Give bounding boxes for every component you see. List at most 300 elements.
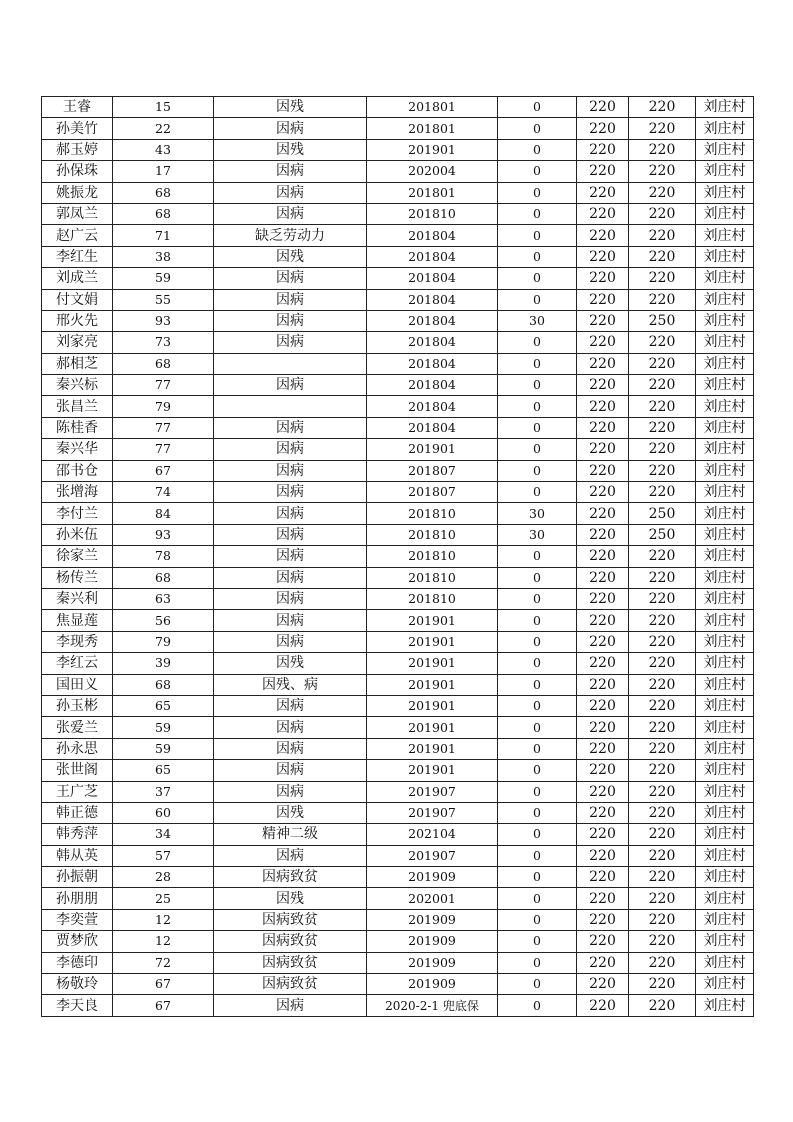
base-amount-cell: 220 xyxy=(577,460,629,481)
reason-cell: 因病 xyxy=(214,695,367,716)
name-cell: 李德印 xyxy=(42,952,113,973)
name-cell: 焦显莲 xyxy=(42,610,113,631)
name-cell: 张昌兰 xyxy=(42,396,113,417)
village-cell: 刘庄村 xyxy=(696,353,754,374)
village-cell: 刘庄村 xyxy=(696,824,754,845)
village-cell: 刘庄村 xyxy=(696,760,754,781)
base-amount-cell: 220 xyxy=(577,182,629,203)
date-cell: 201810 xyxy=(367,524,498,545)
table-row xyxy=(42,97,754,118)
table-row xyxy=(42,995,754,1016)
table-row xyxy=(42,524,754,545)
table-row xyxy=(42,781,754,802)
village-cell: 刘庄村 xyxy=(696,546,754,567)
name-cell: 刘成兰 xyxy=(42,268,113,289)
date-cell: 201901 xyxy=(367,610,498,631)
base-amount-cell: 220 xyxy=(577,888,629,909)
reason-cell: 因病 xyxy=(214,439,367,460)
table-row xyxy=(42,203,754,224)
date-cell: 201801 xyxy=(367,118,498,139)
base-amount-cell: 220 xyxy=(577,482,629,503)
name-cell: 李现秀 xyxy=(42,631,113,652)
age-cell: 12 xyxy=(113,931,214,952)
name-cell: 赵广云 xyxy=(42,225,113,246)
table-row xyxy=(42,952,754,973)
village-cell: 刘庄村 xyxy=(696,717,754,738)
total-amount-cell: 220 xyxy=(629,674,696,695)
extra-amount-cell: 0 xyxy=(498,952,577,973)
extra-amount-cell: 0 xyxy=(498,588,577,609)
name-cell: 郝相芝 xyxy=(42,353,113,374)
reason-cell: 因残 xyxy=(214,888,367,909)
date-cell: 201801 xyxy=(367,182,498,203)
total-amount-cell: 220 xyxy=(629,845,696,866)
name-cell: 韩正德 xyxy=(42,802,113,823)
extra-amount-cell: 0 xyxy=(498,396,577,417)
base-amount-cell: 220 xyxy=(577,524,629,545)
table-row xyxy=(42,332,754,353)
base-amount-cell: 220 xyxy=(577,503,629,524)
table-row xyxy=(42,974,754,995)
age-cell: 28 xyxy=(113,867,214,888)
reason-cell: 因病 xyxy=(214,118,367,139)
base-amount-cell: 220 xyxy=(577,931,629,952)
village-cell: 刘庄村 xyxy=(696,524,754,545)
village-cell: 刘庄村 xyxy=(696,631,754,652)
village-cell: 刘庄村 xyxy=(696,203,754,224)
total-amount-cell: 220 xyxy=(629,139,696,160)
base-amount-cell: 220 xyxy=(577,203,629,224)
extra-amount-cell: 0 xyxy=(498,567,577,588)
extra-amount-cell: 0 xyxy=(498,439,577,460)
age-cell: 73 xyxy=(113,332,214,353)
village-cell: 刘庄村 xyxy=(696,802,754,823)
name-cell: 李奕萱 xyxy=(42,909,113,930)
village-cell: 刘庄村 xyxy=(696,674,754,695)
table-body xyxy=(42,97,754,1017)
date-cell: 201901 xyxy=(367,717,498,738)
base-amount-cell: 220 xyxy=(577,631,629,652)
reason-cell: 因病 xyxy=(214,503,367,524)
extra-amount-cell: 0 xyxy=(498,118,577,139)
table-row xyxy=(42,289,754,310)
name-cell: 孙美竹 xyxy=(42,118,113,139)
village-cell: 刘庄村 xyxy=(696,909,754,930)
table-row xyxy=(42,353,754,374)
reason-cell: 因病 xyxy=(214,524,367,545)
age-cell: 67 xyxy=(113,974,214,995)
table-row xyxy=(42,503,754,524)
village-cell: 刘庄村 xyxy=(696,995,754,1016)
village-cell: 刘庄村 xyxy=(696,417,754,438)
total-amount-cell: 220 xyxy=(629,717,696,738)
total-amount-cell: 220 xyxy=(629,97,696,118)
reason-cell xyxy=(214,396,367,417)
table-row xyxy=(42,375,754,396)
base-amount-cell: 220 xyxy=(577,674,629,695)
date-cell: 201804 xyxy=(367,396,498,417)
extra-amount-cell: 0 xyxy=(498,375,577,396)
name-cell: 陈桂香 xyxy=(42,417,113,438)
total-amount-cell: 220 xyxy=(629,974,696,995)
name-cell: 王广芝 xyxy=(42,781,113,802)
date-cell: 201810 xyxy=(367,546,498,567)
total-amount-cell: 220 xyxy=(629,867,696,888)
table-row xyxy=(42,888,754,909)
age-cell: 79 xyxy=(113,396,214,417)
date-cell: 201810 xyxy=(367,203,498,224)
base-amount-cell: 220 xyxy=(577,546,629,567)
extra-amount-cell: 0 xyxy=(498,268,577,289)
table-row xyxy=(42,631,754,652)
table-row xyxy=(42,738,754,759)
village-cell: 刘庄村 xyxy=(696,588,754,609)
reason-cell: 因残、病 xyxy=(214,674,367,695)
name-cell: 国田义 xyxy=(42,674,113,695)
total-amount-cell: 220 xyxy=(629,268,696,289)
village-cell: 刘庄村 xyxy=(696,845,754,866)
table-row xyxy=(42,588,754,609)
total-amount-cell: 220 xyxy=(629,588,696,609)
extra-amount-cell: 0 xyxy=(498,610,577,631)
village-cell: 刘庄村 xyxy=(696,310,754,331)
age-cell: 68 xyxy=(113,353,214,374)
age-cell: 57 xyxy=(113,845,214,866)
date-cell: 202001 xyxy=(367,888,498,909)
village-cell: 刘庄村 xyxy=(696,503,754,524)
age-cell: 77 xyxy=(113,439,214,460)
name-cell: 李红生 xyxy=(42,246,113,267)
village-cell: 刘庄村 xyxy=(696,781,754,802)
table-row xyxy=(42,845,754,866)
village-cell: 刘庄村 xyxy=(696,118,754,139)
name-cell: 秦兴标 xyxy=(42,375,113,396)
age-cell: 72 xyxy=(113,952,214,973)
village-cell: 刘庄村 xyxy=(696,974,754,995)
extra-amount-cell: 0 xyxy=(498,931,577,952)
extra-amount-cell: 0 xyxy=(498,631,577,652)
total-amount-cell: 250 xyxy=(629,524,696,545)
base-amount-cell: 220 xyxy=(577,396,629,417)
total-amount-cell: 220 xyxy=(629,567,696,588)
name-cell: 韩秀萍 xyxy=(42,824,113,845)
base-amount-cell: 220 xyxy=(577,567,629,588)
extra-amount-cell: 0 xyxy=(498,653,577,674)
age-cell: 68 xyxy=(113,182,214,203)
total-amount-cell: 220 xyxy=(629,353,696,374)
table-row xyxy=(42,674,754,695)
reason-cell: 因病 xyxy=(214,845,367,866)
age-cell: 65 xyxy=(113,695,214,716)
age-cell: 60 xyxy=(113,802,214,823)
age-cell: 37 xyxy=(113,781,214,802)
table-row xyxy=(42,824,754,845)
name-cell: 秦兴利 xyxy=(42,588,113,609)
date-cell: 201804 xyxy=(367,268,498,289)
reason-cell: 因病 xyxy=(214,332,367,353)
age-cell: 15 xyxy=(113,97,214,118)
table-row xyxy=(42,396,754,417)
date-cell: 201804 xyxy=(367,353,498,374)
total-amount-cell: 220 xyxy=(629,546,696,567)
village-cell: 刘庄村 xyxy=(696,888,754,909)
table-row xyxy=(42,567,754,588)
total-amount-cell: 220 xyxy=(629,781,696,802)
reason-cell: 因病 xyxy=(214,375,367,396)
date-cell: 201804 xyxy=(367,310,498,331)
date-cell: 201804 xyxy=(367,375,498,396)
reason-cell: 因病致贫 xyxy=(214,952,367,973)
total-amount-cell: 220 xyxy=(629,909,696,930)
date-cell: 201810 xyxy=(367,503,498,524)
total-amount-cell: 220 xyxy=(629,460,696,481)
date-cell: 201907 xyxy=(367,802,498,823)
extra-amount-cell: 0 xyxy=(498,888,577,909)
village-cell: 刘庄村 xyxy=(696,952,754,973)
table-row xyxy=(42,760,754,781)
name-cell: 韩从英 xyxy=(42,845,113,866)
date-cell: 201901 xyxy=(367,139,498,160)
total-amount-cell: 220 xyxy=(629,246,696,267)
base-amount-cell: 220 xyxy=(577,268,629,289)
table-row xyxy=(42,653,754,674)
age-cell: 63 xyxy=(113,588,214,609)
village-cell: 刘庄村 xyxy=(696,695,754,716)
date-cell: 201807 xyxy=(367,460,498,481)
base-amount-cell: 220 xyxy=(577,824,629,845)
name-cell: 张增海 xyxy=(42,482,113,503)
base-amount-cell: 220 xyxy=(577,909,629,930)
base-amount-cell: 220 xyxy=(577,781,629,802)
extra-amount-cell: 0 xyxy=(498,225,577,246)
extra-amount-cell: 0 xyxy=(498,995,577,1016)
age-cell: 77 xyxy=(113,375,214,396)
base-amount-cell: 220 xyxy=(577,417,629,438)
total-amount-cell: 220 xyxy=(629,931,696,952)
reason-cell: 因病 xyxy=(214,610,367,631)
name-cell: 李付兰 xyxy=(42,503,113,524)
table-row xyxy=(42,717,754,738)
total-amount-cell: 220 xyxy=(629,396,696,417)
reason-cell: 缺乏劳动力 xyxy=(214,225,367,246)
age-cell: 79 xyxy=(113,631,214,652)
reason-cell: 因病 xyxy=(214,417,367,438)
reason-cell: 因病 xyxy=(214,546,367,567)
date-cell: 201901 xyxy=(367,674,498,695)
reason-cell: 因病 xyxy=(214,289,367,310)
reason-cell: 因病致贫 xyxy=(214,909,367,930)
date-cell: 201804 xyxy=(367,225,498,246)
date-cell: 201909 xyxy=(367,867,498,888)
reason-cell: 因病 xyxy=(214,203,367,224)
age-cell: 68 xyxy=(113,567,214,588)
extra-amount-cell: 30 xyxy=(498,503,577,524)
village-cell: 刘庄村 xyxy=(696,375,754,396)
table-row xyxy=(42,610,754,631)
name-cell: 杨敬玲 xyxy=(42,974,113,995)
table-row xyxy=(42,439,754,460)
table-row xyxy=(42,417,754,438)
table-row xyxy=(42,909,754,930)
date-cell: 201804 xyxy=(367,332,498,353)
date-cell: 201901 xyxy=(367,653,498,674)
reason-cell: 因病 xyxy=(214,567,367,588)
name-cell: 孙保珠 xyxy=(42,161,113,182)
reason-cell: 因病致贫 xyxy=(214,867,367,888)
date-cell: 201810 xyxy=(367,567,498,588)
total-amount-cell: 220 xyxy=(629,952,696,973)
table-row xyxy=(42,139,754,160)
beneficiary-table xyxy=(41,96,754,1017)
extra-amount-cell: 0 xyxy=(498,161,577,182)
reason-cell: 因病 xyxy=(214,310,367,331)
village-cell: 刘庄村 xyxy=(696,931,754,952)
extra-amount-cell: 0 xyxy=(498,417,577,438)
name-cell: 孙永思 xyxy=(42,738,113,759)
base-amount-cell: 220 xyxy=(577,974,629,995)
extra-amount-cell: 0 xyxy=(498,482,577,503)
age-cell: 68 xyxy=(113,203,214,224)
total-amount-cell: 250 xyxy=(629,503,696,524)
name-cell: 张爱兰 xyxy=(42,717,113,738)
date-cell: 202104 xyxy=(367,824,498,845)
reason-cell: 因病 xyxy=(214,460,367,481)
reason-cell: 因病 xyxy=(214,631,367,652)
total-amount-cell: 220 xyxy=(629,332,696,353)
extra-amount-cell: 30 xyxy=(498,524,577,545)
name-cell: 徐家兰 xyxy=(42,546,113,567)
table-row xyxy=(42,268,754,289)
age-cell: 59 xyxy=(113,738,214,759)
name-cell: 邵书仓 xyxy=(42,460,113,481)
total-amount-cell: 220 xyxy=(629,182,696,203)
village-cell: 刘庄村 xyxy=(696,653,754,674)
table-row xyxy=(42,931,754,952)
date-cell: 201907 xyxy=(367,781,498,802)
extra-amount-cell: 0 xyxy=(498,781,577,802)
name-cell: 邢火先 xyxy=(42,310,113,331)
age-cell: 78 xyxy=(113,546,214,567)
name-cell: 孙米伍 xyxy=(42,524,113,545)
age-cell: 39 xyxy=(113,653,214,674)
date-cell: 201907 xyxy=(367,845,498,866)
extra-amount-cell: 0 xyxy=(498,760,577,781)
table-row xyxy=(42,225,754,246)
age-cell: 34 xyxy=(113,824,214,845)
age-cell: 84 xyxy=(113,503,214,524)
name-cell: 郝玉婷 xyxy=(42,139,113,160)
village-cell: 刘庄村 xyxy=(696,289,754,310)
base-amount-cell: 220 xyxy=(577,845,629,866)
date-cell: 201909 xyxy=(367,974,498,995)
base-amount-cell: 220 xyxy=(577,995,629,1016)
table-row xyxy=(42,695,754,716)
extra-amount-cell: 0 xyxy=(498,802,577,823)
age-cell: 38 xyxy=(113,246,214,267)
age-cell: 93 xyxy=(113,524,214,545)
base-amount-cell: 220 xyxy=(577,161,629,182)
base-amount-cell: 220 xyxy=(577,97,629,118)
age-cell: 71 xyxy=(113,225,214,246)
total-amount-cell: 220 xyxy=(629,439,696,460)
age-cell: 22 xyxy=(113,118,214,139)
village-cell: 刘庄村 xyxy=(696,161,754,182)
age-cell: 59 xyxy=(113,268,214,289)
base-amount-cell: 220 xyxy=(577,246,629,267)
total-amount-cell: 220 xyxy=(629,375,696,396)
extra-amount-cell: 0 xyxy=(498,717,577,738)
extra-amount-cell: 0 xyxy=(498,289,577,310)
name-cell: 张世阁 xyxy=(42,760,113,781)
village-cell: 刘庄村 xyxy=(696,396,754,417)
table-row xyxy=(42,460,754,481)
base-amount-cell: 220 xyxy=(577,717,629,738)
table-row xyxy=(42,546,754,567)
village-cell: 刘庄村 xyxy=(696,225,754,246)
name-cell: 李红云 xyxy=(42,653,113,674)
extra-amount-cell: 0 xyxy=(498,909,577,930)
table-row xyxy=(42,482,754,503)
village-cell: 刘庄村 xyxy=(696,567,754,588)
date-cell: 201901 xyxy=(367,760,498,781)
extra-amount-cell: 0 xyxy=(498,546,577,567)
date-cell: 201804 xyxy=(367,289,498,310)
reason-cell: 因病 xyxy=(214,588,367,609)
reason-cell: 因残 xyxy=(214,802,367,823)
date-cell: 201804 xyxy=(367,417,498,438)
age-cell: 74 xyxy=(113,482,214,503)
base-amount-cell: 220 xyxy=(577,588,629,609)
extra-amount-cell: 0 xyxy=(498,353,577,374)
base-amount-cell: 220 xyxy=(577,332,629,353)
base-amount-cell: 220 xyxy=(577,118,629,139)
village-cell: 刘庄村 xyxy=(696,97,754,118)
date-cell: 201804 xyxy=(367,246,498,267)
reason-cell: 因病 xyxy=(214,268,367,289)
base-amount-cell: 220 xyxy=(577,952,629,973)
total-amount-cell: 220 xyxy=(629,760,696,781)
table-row xyxy=(42,310,754,331)
village-cell: 刘庄村 xyxy=(696,139,754,160)
age-cell: 77 xyxy=(113,417,214,438)
name-cell: 姚振龙 xyxy=(42,182,113,203)
table-row xyxy=(42,118,754,139)
name-cell: 刘家亮 xyxy=(42,332,113,353)
extra-amount-cell: 0 xyxy=(498,182,577,203)
age-cell: 93 xyxy=(113,310,214,331)
date-cell: 2020-2-1 兜底保 xyxy=(367,995,498,1016)
date-cell: 201810 xyxy=(367,588,498,609)
name-cell: 贾梦欣 xyxy=(42,931,113,952)
reason-cell: 因残 xyxy=(214,653,367,674)
reason-cell: 因病 xyxy=(214,738,367,759)
extra-amount-cell: 0 xyxy=(498,203,577,224)
total-amount-cell: 220 xyxy=(629,610,696,631)
age-cell: 12 xyxy=(113,909,214,930)
reason-cell: 因病致贫 xyxy=(214,974,367,995)
name-cell: 杨传兰 xyxy=(42,567,113,588)
total-amount-cell: 220 xyxy=(629,653,696,674)
base-amount-cell: 220 xyxy=(577,653,629,674)
reason-cell: 因病 xyxy=(214,995,367,1016)
base-amount-cell: 220 xyxy=(577,439,629,460)
date-cell: 201909 xyxy=(367,931,498,952)
extra-amount-cell: 0 xyxy=(498,738,577,759)
village-cell: 刘庄村 xyxy=(696,460,754,481)
total-amount-cell: 220 xyxy=(629,695,696,716)
extra-amount-cell: 0 xyxy=(498,845,577,866)
reason-cell: 因病 xyxy=(214,182,367,203)
